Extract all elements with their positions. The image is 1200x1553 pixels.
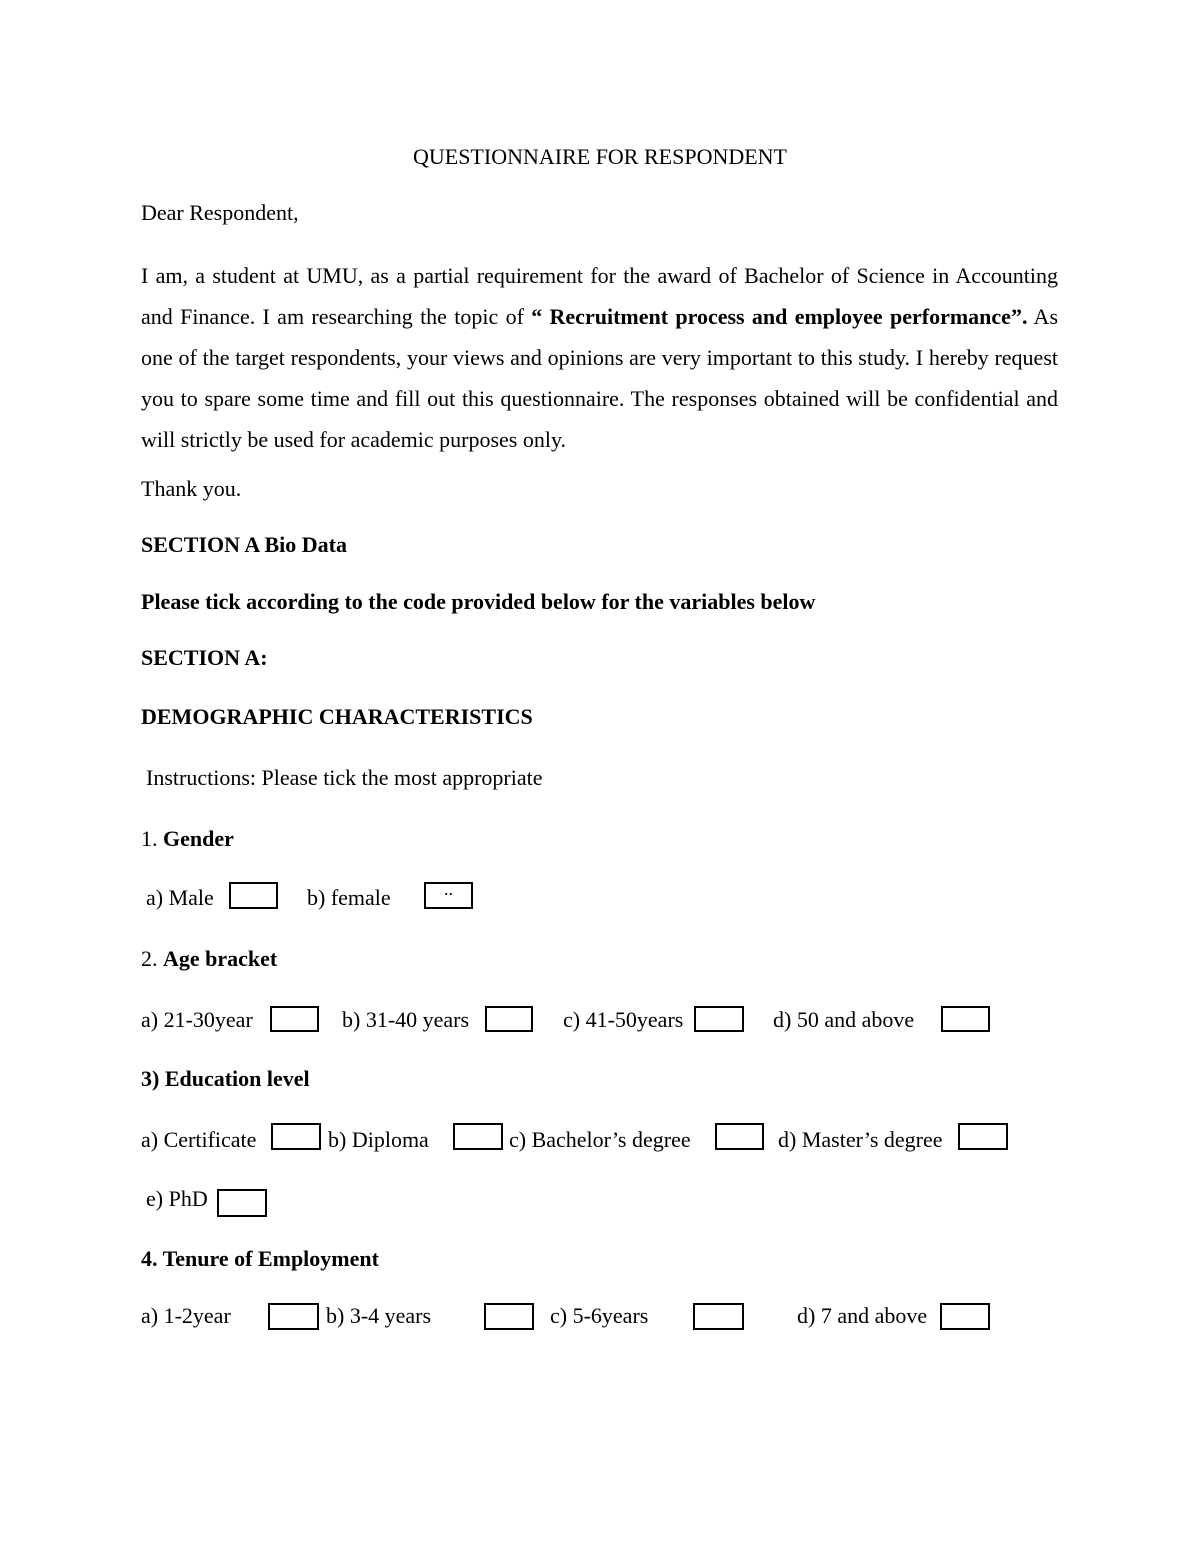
option-label: d) 50 and above [773,1007,915,1032]
checkbox-tenure-1-2[interactable] [268,1303,319,1330]
checkbox-certificate[interactable] [271,1123,321,1150]
option-label: b) female [307,885,391,910]
option-label: a) 21-30year [141,1007,253,1032]
question-label: Gender [163,826,234,851]
option-label: d) 7 and above [797,1303,928,1328]
page-title: QUESTIONNAIRE FOR RESPONDENT [412,144,787,169]
checkbox-bachelors[interactable] [715,1123,764,1150]
option-label: a) Male [146,885,214,910]
checkbox-tenure-3-4[interactable] [484,1303,534,1330]
option-label: b) Diploma [328,1127,429,1152]
instructions-text: Instructions: Please tick the most appropriate [146,765,543,790]
thanks-text: Thank you. [141,476,242,501]
option-label: c) Bachelor’s degree [509,1127,691,1152]
intro-text-2: As one of the target respondents, your views and opinions are very important to this study. I hereby request you to spare some time and fill out this questionnaire. The responses obtained will be confidential and will strictly be used for academic purposes only. [141,304,1059,452]
checkbox-diploma[interactable] [453,1123,503,1150]
checkbox-tenure-7-above[interactable] [940,1303,990,1330]
checkbox-age-21-30[interactable] [270,1006,319,1032]
research-topic: “ Recruitment process and employee performance”. [531,304,1028,329]
salutation: Dear Respondent, [141,200,299,225]
checkbox-female[interactable] [424,879,473,909]
checkbox-age-41-50[interactable] [694,1006,744,1032]
question-number: 2. [141,946,163,971]
intro-text-1: I am, a student at UMU, as a partial requirement for the award of Bachelor of Science in Accounting and Finance. I am researching the topic of [141,263,1058,329]
option-label: c) 5-6years [550,1303,649,1328]
question-age [141,948,277,970]
option-label: a) Certificate [141,1127,257,1152]
option-label: b) 3-4 years [326,1303,432,1328]
question-number: 1. [141,826,163,851]
checkbox-tenure-5-6[interactable] [693,1303,744,1330]
demographic-heading: DEMOGRAPHIC CHARACTERISTICS [141,704,533,729]
option-label: d) Master’s degree [778,1127,943,1152]
option-label: b) 31-40 years [342,1007,470,1032]
intro-paragraph [141,255,1058,460]
section-a-heading: SECTION A: [141,645,268,670]
tick-instruction: Please tick according to the code provided below for the variables below [141,589,816,614]
checkbox-phd[interactable] [217,1189,267,1217]
checkbox-male[interactable] [229,882,278,909]
option-label: e) PhD [146,1186,208,1211]
checkbox-mark: .. [444,879,453,899]
question-education: 3) Education level [141,1066,310,1091]
checkbox-age-50-above[interactable] [941,1006,990,1032]
option-label: c) 41-50years [563,1007,684,1032]
checkbox-masters[interactable] [958,1123,1008,1150]
checkbox-age-31-40[interactable] [485,1006,533,1032]
question-label: Age bracket [163,946,278,971]
section-a-bio-heading: SECTION A Bio Data [141,532,347,557]
question-gender [141,828,234,850]
option-label: a) 1-2year [141,1303,231,1328]
question-tenure: 4. Tenure of Employment [141,1246,379,1271]
